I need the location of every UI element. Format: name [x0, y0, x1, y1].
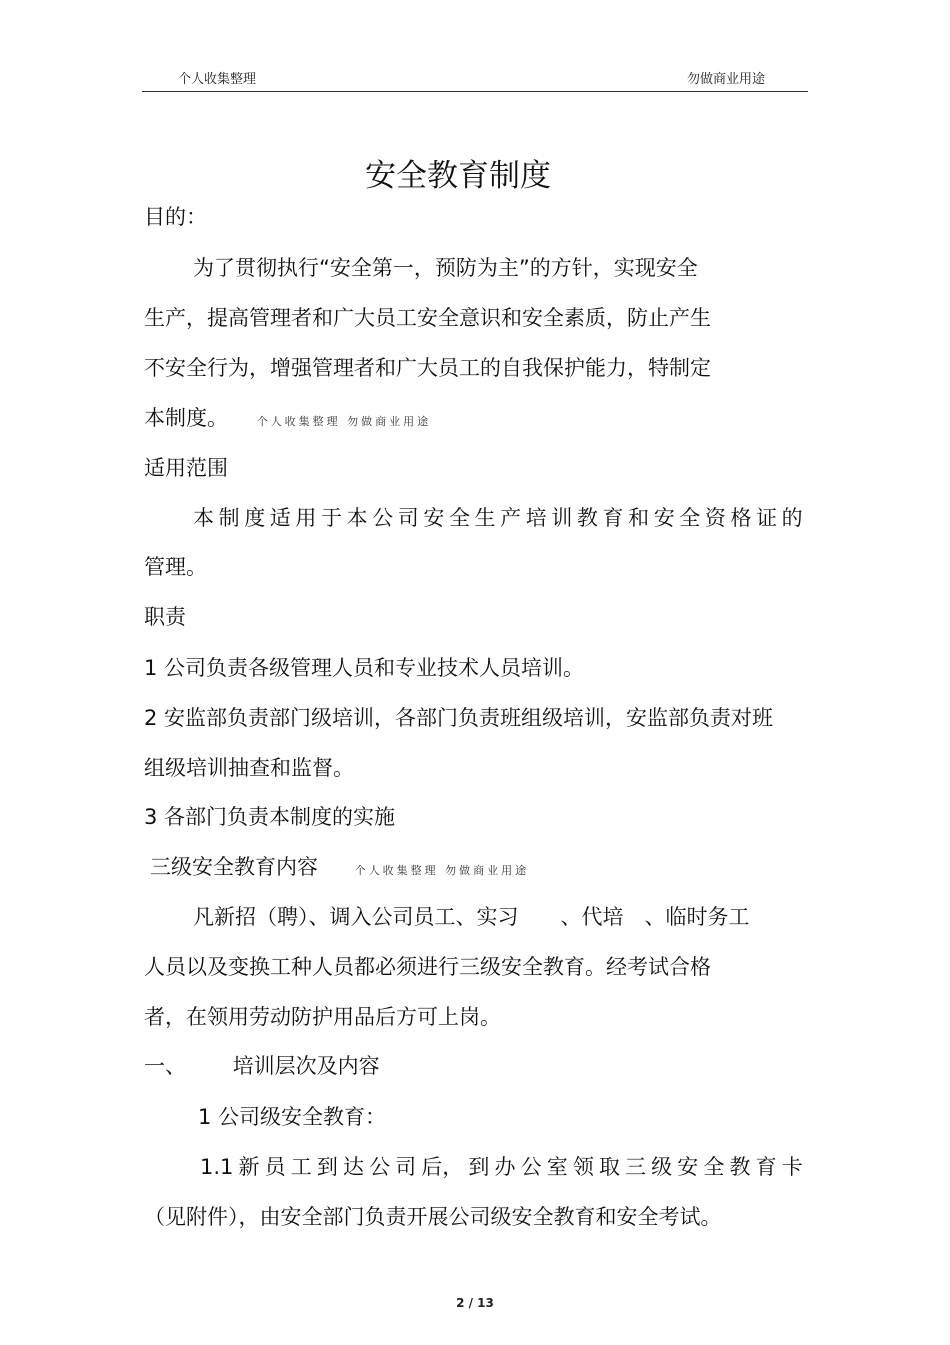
sub11-char-2: 员	[264, 1155, 286, 1179]
scope-char-11: 生	[474, 506, 496, 530]
scope-char-8: 司	[397, 506, 419, 530]
sub11-char-8: 后，	[421, 1155, 464, 1179]
subsection-1-1-line-1	[200, 1153, 803, 1181]
scope-char-18: 安	[653, 506, 675, 530]
sub11-char-17: 安	[677, 1155, 699, 1179]
subsection-1-heading: 1 公司级安全教育：	[198, 1105, 387, 1129]
scope-char-14: 训	[551, 506, 573, 530]
section-1-title: 培训层次及内容	[232, 1054, 380, 1078]
scope-heading: 适用范围	[144, 456, 228, 480]
sub11-char-10: 办	[494, 1155, 516, 1179]
scope-line-2: 管理。	[144, 555, 207, 579]
three-level-heading-line	[150, 853, 529, 885]
scope-char-20: 资	[704, 506, 726, 530]
duty-line-2b: 组级培训抽查和监督。	[144, 756, 354, 780]
duty-line-1: 1 公司负责各级管理人员和专业技术人员培训。	[144, 656, 585, 680]
scope-char-21: 格	[730, 506, 752, 530]
scope-char-3: 适	[269, 506, 291, 530]
duty-line-2: 2 安监部负责部门级培训，各部门负责班组级培训，安监部负责对班	[144, 706, 774, 730]
purpose-line-4	[144, 404, 431, 436]
scope-char-2: 度	[244, 506, 266, 530]
sub11-char-11: 公	[520, 1155, 542, 1179]
sub11-char-19: 教	[729, 1155, 751, 1179]
three-level-watermark-note: 个人收集整理 勿做商业用途	[354, 864, 530, 877]
sub11-char-6: 公	[369, 1155, 391, 1179]
scope-char-6: 本	[346, 506, 368, 530]
sub11-char-20: 育	[755, 1155, 777, 1179]
scope-char-10: 全	[448, 506, 470, 530]
sub11-char-3: 工	[290, 1155, 312, 1179]
section-1-number: 一、	[144, 1054, 186, 1078]
sub11-char-13: 领	[572, 1155, 594, 1179]
page-number: 2 / 13	[456, 1296, 494, 1310]
sub11-char-12: 室	[546, 1155, 568, 1179]
scope-char-5: 于	[320, 506, 342, 530]
content-line-1: 凡新招（聘）、调入公司员工、实习 、代培 、临时务工	[193, 905, 750, 929]
sub11-char-21: 卡	[781, 1155, 803, 1179]
sub11-char-16: 级	[651, 1155, 673, 1179]
scope-char-1: 制	[218, 506, 240, 530]
header-right-text: 勿做商业用途	[686, 72, 765, 87]
scope-char-17: 和	[628, 506, 650, 530]
purpose-watermark-note: 个人收集整理 勿做商业用途	[256, 415, 432, 428]
sub11-char-4: 到	[316, 1155, 338, 1179]
scope-char-0: 本	[193, 506, 214, 530]
duty-line-3: 3 各部门负责本制度的实施	[144, 805, 396, 829]
subsection-1-1-line-2: （见附件），由安全部门负责开展公司级安全教育和安全考试。	[144, 1205, 722, 1229]
sub11-char-18: 全	[703, 1155, 725, 1179]
section-1-heading	[144, 1052, 380, 1080]
sub11-char-7: 司	[395, 1155, 417, 1179]
scope-char-13: 培	[525, 506, 547, 530]
sub11-char-14: 取	[598, 1155, 620, 1179]
purpose-line-4-text: 本制度。	[144, 406, 228, 430]
scope-char-15: 教	[576, 506, 598, 530]
sub11-char-0: 1.1	[200, 1155, 234, 1179]
sub11-char-15: 三	[625, 1155, 647, 1179]
scope-char-7: 公	[372, 506, 394, 530]
duty-heading: 职责	[144, 605, 186, 629]
scope-char-22: 证	[756, 506, 778, 530]
document-title: 安全教育制度	[365, 158, 551, 194]
sub11-char-5: 达	[342, 1155, 364, 1179]
scope-char-9: 安	[423, 506, 445, 530]
sub11-char-1: 新	[238, 1155, 260, 1179]
content-line-2: 人员以及变换工种人员都必须进行三级安全教育。经考试合格	[144, 955, 711, 979]
scope-line-1	[193, 504, 803, 532]
purpose-line-1: 为了贯彻执行“安全第一，预防为主”的方针，实现安全	[193, 256, 698, 280]
purpose-line-2: 生产，提高管理者和广大员工安全意识和安全素质，防止产生	[144, 306, 711, 330]
three-level-heading: 三级安全教育内容	[150, 855, 318, 879]
content-line-3: 者，在领用劳动防护用品后方可上岗。	[144, 1005, 501, 1029]
header-rule	[142, 91, 808, 92]
purpose-heading: 目的：	[144, 205, 207, 229]
header-left-text: 个人收集整理	[178, 72, 257, 87]
scope-char-23: 的	[781, 506, 803, 530]
sub11-char-9: 到	[468, 1155, 490, 1179]
scope-char-12: 产	[500, 506, 522, 530]
scope-char-16: 育	[602, 506, 624, 530]
scope-char-19: 全	[679, 506, 701, 530]
purpose-line-3: 不安全行为，增强管理者和广大员工的自我保护能力，特制定	[144, 356, 711, 380]
scope-char-4: 用	[295, 506, 317, 530]
